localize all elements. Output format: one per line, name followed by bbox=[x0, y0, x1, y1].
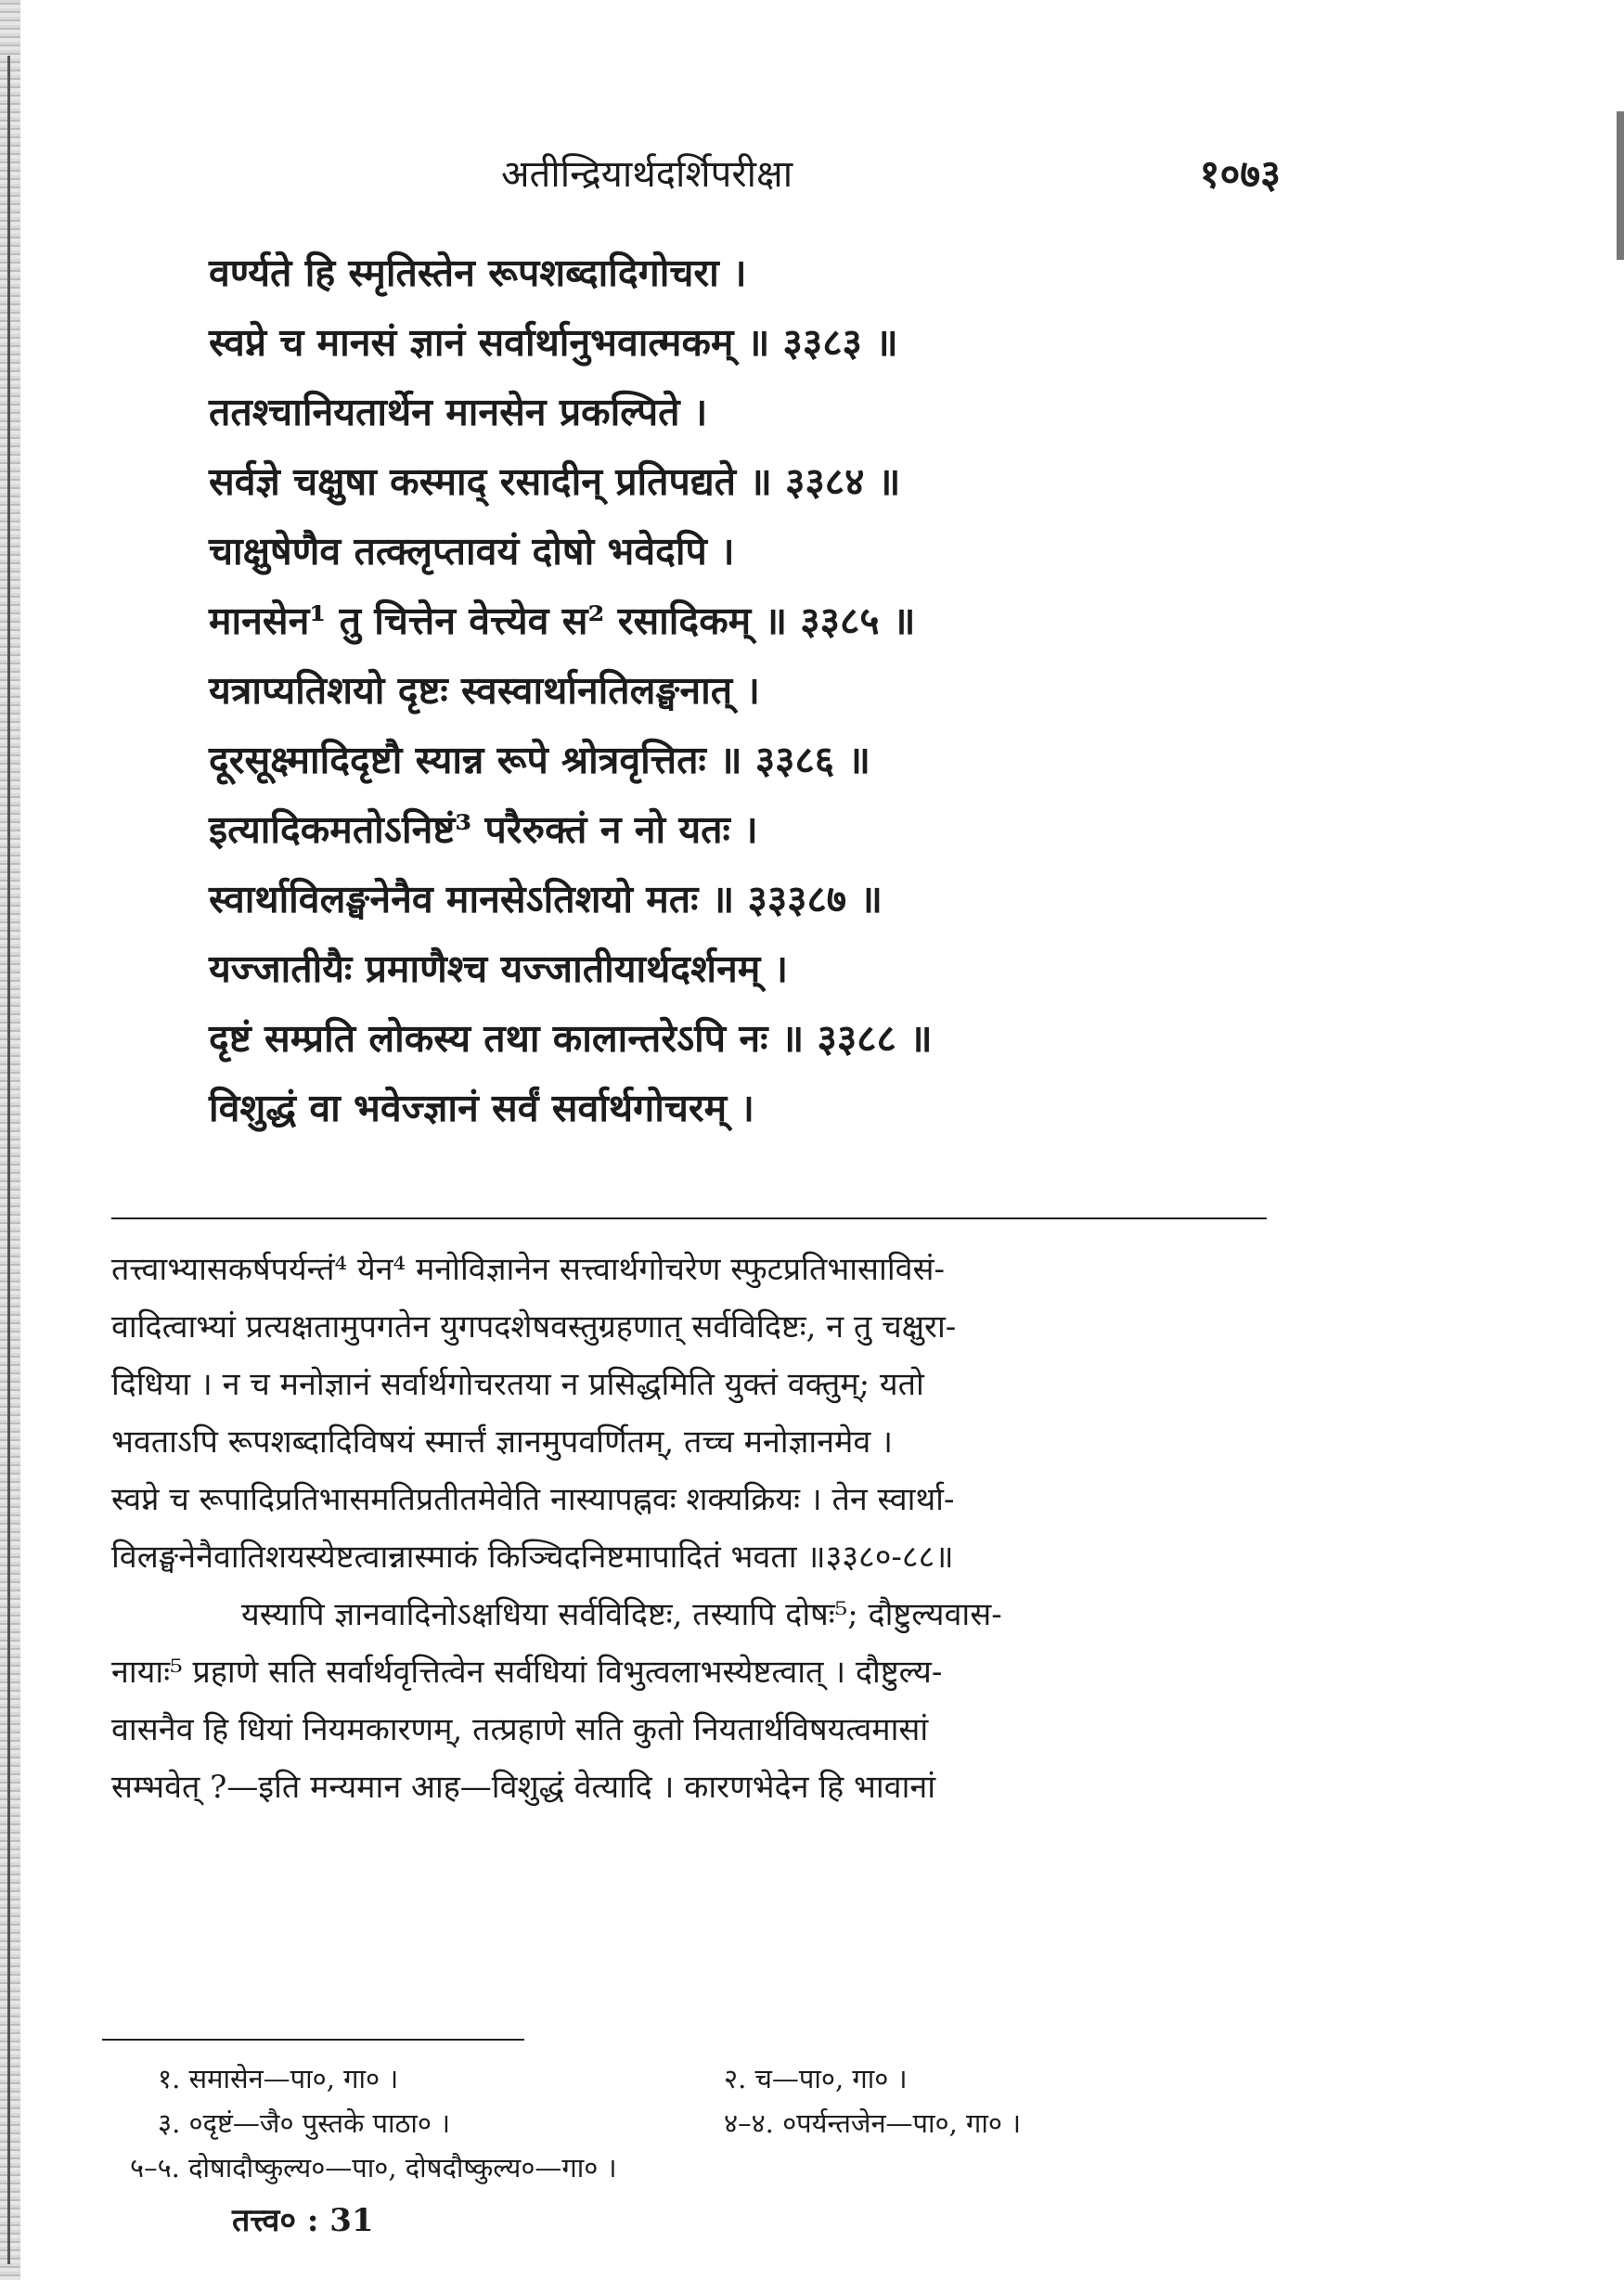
verse-line: चाक्षुषेणैव तत्क्लृप्तावयं दोषो भवेदपि । bbox=[209, 528, 735, 573]
commentary-line: दिधिया । न च मनोज्ञानं सर्वार्थगोचरतया न प्रसिद्धमिति युक्तं वक्तुम्; यतो bbox=[111, 1366, 924, 1403]
verse-line: दूरसूक्ष्मादिदृष्टौ स्यान्न रूपे श्रोत्रवृत्तितः ॥ ३३८६ ॥ bbox=[209, 737, 870, 782]
verse-line: इत्यादिकमतोऽनिष्टं³ परैरुक्तं न नो यतः । bbox=[209, 806, 758, 852]
verse-line: यत्राप्यतिशयो दृष्टः स्वस्वार्थानतिलङ्घनात् । bbox=[209, 667, 760, 713]
verse-line: स्वप्ने च मानसं ज्ञानं सर्वार्थानुभवात्मकम् ॥ ३३८३ ॥ bbox=[209, 319, 898, 365]
footnote: ३. ०दृष्टं—जै० पुस्तके पाठा० । bbox=[158, 2106, 451, 2139]
running-title: अतीन्द्रियार्थदर्शिपरीक्षा bbox=[501, 153, 793, 196]
commentary-line: भवताऽपि रूपशब्दादिविषयं स्मार्त्तं ज्ञानमुपवर्णितम्, तच्च मनोज्ञानमेव । bbox=[111, 1423, 893, 1461]
commentary-line: विलङ्घनेनैवातिशयस्येष्टत्वान्नास्माकं किञ्चिदनिष्टमापादितं भवता ॥३३८०-८८॥ bbox=[111, 1539, 954, 1576]
commentary-line: नायाः⁵ प्रहाणे सति सर्वार्थवृत्तित्वेन सर्वधियां विभुत्वलाभस्येष्टत्वात् । दौष्टुल्य- bbox=[111, 1654, 943, 1691]
commentary-line: सम्भवेत् ?—इति मन्यमान आह—विशुद्धं वेत्यादि । कारणभेदेन हि भावानां bbox=[111, 1769, 936, 1806]
commentary-line: तत्त्वाभ्यासकर्षपर्यन्तं⁴ येन⁴ मनोविज्ञानेन सत्त्वार्थगोचरेण स्फुटप्रतिभासाविसं- bbox=[111, 1251, 946, 1288]
binding-shadow-line bbox=[7, 56, 10, 2264]
page-binding-edge bbox=[0, 0, 20, 2280]
verse-line: यज्जातीयैः प्रमाणैश्च यज्जातीयार्थदर्शनम् । bbox=[209, 946, 789, 991]
footnote: २. च—पा०, गा० । bbox=[724, 2062, 908, 2094]
verse-line: मानसेन¹ तु चित्तेन वेत्त्येव स² रसादिकम् ॥ ३३८५ ॥ bbox=[209, 598, 916, 643]
page-number: १०७३ bbox=[1199, 151, 1281, 197]
commentary-line: स्वप्ने च रूपादिप्रतिभासमतिप्रतीतमेवेति नास्यापह्नवः शक्यक्रियः । तेन स्वार्था- bbox=[111, 1481, 955, 1518]
footnote-row bbox=[130, 2145, 1225, 2189]
verse-block bbox=[209, 237, 1257, 1141]
verse-commentary-divider bbox=[111, 1217, 1267, 1219]
verse-line: वर्ण्यते हि स्मृतिस्तेन रूपशब्दादिगोचरा । bbox=[209, 250, 747, 295]
page-header bbox=[111, 139, 1281, 204]
commentary-block bbox=[111, 1239, 1285, 1814]
footnote: १. समासेन—पा०, गा० । bbox=[158, 2062, 399, 2094]
commentary-line: वासनैव हि धियां नियमकारणम्, तत्प्रहाणे सति कुतो नियतार्थविषयत्वमासां bbox=[111, 1711, 929, 1748]
right-edge-mark bbox=[1617, 111, 1624, 260]
footnote: ५–५. दोषादौष्कुल्य०—पा०, दोषदौष्कुल्य०—गा० । bbox=[130, 2151, 617, 2183]
commentary-line: यस्यापि ज्ञानवादिनोऽक्षधिया सर्वविदिष्टः, तस्यापि दोषः⁵; दौष्टुल्यवास- bbox=[241, 1596, 1002, 1633]
commentary-line: वादित्वाभ्यां प्रत्यक्षतामुपगतेन युगपदशेषवस्तुग्रहणात् सर्वविदिष्टः, न तु चक्षुरा- bbox=[111, 1308, 957, 1346]
verse-line: ततश्चानियतार्थेन मानसेन प्रकल्पिते । bbox=[209, 389, 708, 434]
verse-line: सर्वज्ञे चक्षुषा कस्माद् रसादीन् प्रतिपद्यते ॥ ३३८४ ॥ bbox=[209, 458, 901, 504]
verse-line: स्वार्थाविलङ्घनेनैव मानसेऽतिशयो मतः ॥ ३३३८७ ॥ bbox=[209, 876, 883, 921]
footnotes bbox=[130, 2055, 1225, 2189]
footnote-row bbox=[158, 2100, 1225, 2145]
footnote-divider bbox=[102, 2039, 524, 2041]
footnote: ४–४. ०पर्यन्तजेन—पा०, गा० । bbox=[724, 2106, 1022, 2139]
printer-signature: तत्त्व० : 31 bbox=[232, 2202, 374, 2239]
verse-line: विशुद्धं वा भवेज्ज्ञानं सर्वं सर्वार्थगोचरम् । bbox=[209, 1085, 754, 1130]
verse-line: दृष्टं सम्प्रति लोकस्य तथा कालान्तरेऽपि नः ॥ ३३८८ ॥ bbox=[209, 1015, 933, 1061]
footnote-row bbox=[158, 2055, 1225, 2100]
